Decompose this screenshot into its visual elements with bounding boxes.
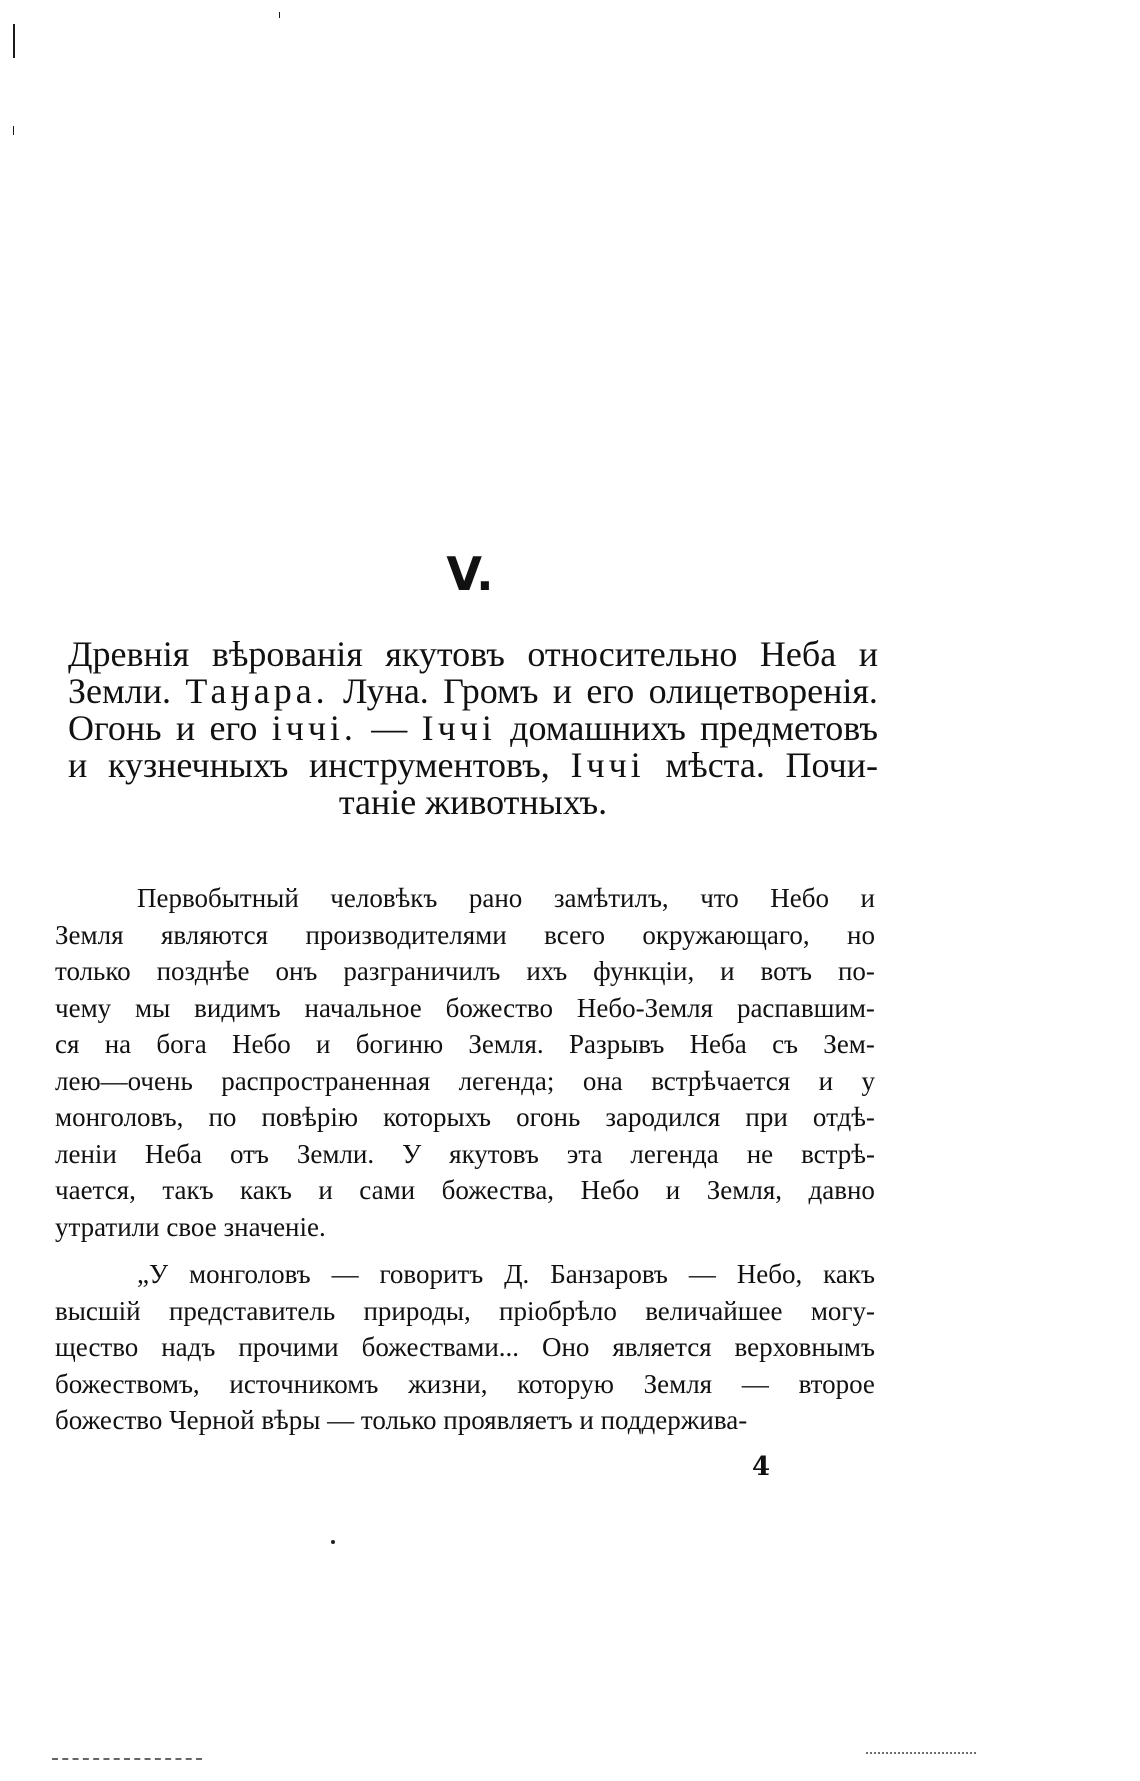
word: Банзаровъ xyxy=(550,1259,668,1289)
heading-line xyxy=(68,636,878,673)
word: Земли. xyxy=(296,1138,375,1169)
heading-word: Неба xyxy=(759,634,837,674)
word: и xyxy=(316,1029,331,1059)
word: Первобытный xyxy=(137,883,299,913)
word: чему xyxy=(55,992,112,1023)
word: Неба xyxy=(144,1138,203,1169)
word: только xyxy=(360,1405,437,1435)
heading-word: и xyxy=(858,634,878,674)
word: но xyxy=(847,919,875,950)
word: „У xyxy=(137,1259,169,1289)
word: Неба xyxy=(689,1029,747,1059)
word: Разрывъ xyxy=(568,1029,665,1059)
heading-word: Таӈара. xyxy=(185,671,329,711)
word: разграничилъ xyxy=(343,956,501,986)
heading-line xyxy=(68,673,878,710)
text-line xyxy=(55,1099,875,1136)
word: какъ xyxy=(240,1175,292,1205)
heading-word: Огонь xyxy=(68,708,162,748)
text-line xyxy=(55,880,875,917)
word: легенда xyxy=(630,1138,719,1169)
heading-word: и xyxy=(175,708,196,748)
word: жизни, xyxy=(408,1368,488,1399)
word: у xyxy=(861,1065,875,1096)
heading-word: кузнечныхъ xyxy=(107,745,289,785)
scan-edge-mark xyxy=(13,126,14,135)
word: щество xyxy=(55,1332,139,1362)
word: и xyxy=(579,1405,594,1435)
word: бога xyxy=(156,1029,207,1059)
word: не xyxy=(746,1138,774,1169)
word: по- xyxy=(837,956,875,986)
word: лею—очень xyxy=(55,1065,193,1096)
word: рано xyxy=(468,883,523,913)
word: Черной xyxy=(169,1405,255,1435)
heading-word: вѣрованія xyxy=(211,634,363,674)
heading-word: таніе xyxy=(338,782,417,822)
text-line xyxy=(55,1026,875,1063)
heading-word: Земли. xyxy=(68,671,172,711)
heading-word: предметовъ xyxy=(700,708,878,748)
heading-word: — xyxy=(371,708,408,748)
word: говоритъ xyxy=(379,1259,484,1289)
word: Земля xyxy=(55,919,124,950)
text-line xyxy=(55,990,875,1027)
text-line xyxy=(55,1172,875,1209)
word: повѣрію xyxy=(261,1102,359,1132)
word: чается, xyxy=(55,1175,136,1205)
word: ся xyxy=(55,1029,80,1059)
word: вѣры xyxy=(261,1405,321,1435)
word: божествомъ, xyxy=(55,1368,200,1399)
word: отъ xyxy=(229,1138,269,1169)
word: Небо xyxy=(770,883,829,913)
word: божество xyxy=(445,992,553,1023)
word: представитель xyxy=(168,1295,336,1326)
heading-word: домашнихъ xyxy=(510,708,686,748)
text-line xyxy=(55,917,875,954)
scan-smudge xyxy=(52,1758,202,1765)
word: Д. xyxy=(504,1259,530,1289)
text-line xyxy=(55,953,875,990)
word: которую xyxy=(517,1368,614,1399)
heading-word: относительно xyxy=(527,634,738,674)
word: отдѣ- xyxy=(812,1102,875,1132)
text-line xyxy=(55,1329,875,1366)
heading-word: и xyxy=(68,745,88,785)
word: зародился xyxy=(605,1102,721,1132)
word: монголовъ xyxy=(189,1259,311,1289)
word: она xyxy=(582,1065,623,1096)
word: производителями xyxy=(305,919,507,950)
word: всего xyxy=(544,919,605,950)
word: природы, xyxy=(363,1295,471,1326)
word: эта xyxy=(566,1138,603,1169)
word: мы xyxy=(135,992,171,1023)
heading-word: Іччі xyxy=(421,708,496,748)
word: распавшим- xyxy=(736,992,875,1023)
heading-word: мѣста. xyxy=(665,745,765,785)
word: Небо xyxy=(580,1175,640,1205)
text-line xyxy=(55,1136,875,1173)
word: Небо xyxy=(231,1029,291,1059)
word: пріобрѣло xyxy=(499,1295,617,1326)
word: божествами... xyxy=(361,1332,520,1362)
word: Земля, xyxy=(706,1175,782,1205)
word: — xyxy=(688,1259,716,1289)
word: вотъ xyxy=(760,956,813,986)
heading-word: олицетворенія. xyxy=(648,671,878,711)
scan-edge-mark xyxy=(13,24,15,58)
word: видимъ xyxy=(194,992,281,1023)
word: утратили xyxy=(55,1211,160,1242)
word: ихъ xyxy=(526,956,568,986)
word: Земля. xyxy=(468,1029,544,1059)
page-number: 4 xyxy=(752,1452,771,1482)
heading-word: іччі. xyxy=(271,708,357,748)
word: и xyxy=(665,1175,681,1205)
word: богиню xyxy=(355,1029,444,1059)
paragraph xyxy=(55,880,875,1245)
word: являются xyxy=(160,919,269,950)
word: встрѣ- xyxy=(801,1138,875,1169)
word: значеніе. xyxy=(223,1211,326,1242)
word: свое xyxy=(166,1211,217,1242)
word: проявляетъ xyxy=(443,1405,573,1435)
word: божества, xyxy=(441,1175,555,1205)
word: на xyxy=(104,1029,132,1059)
chapter-heading xyxy=(68,636,878,821)
word: прочими xyxy=(238,1332,339,1362)
heading-word: его xyxy=(209,708,258,748)
text-line xyxy=(55,1063,875,1100)
text-line xyxy=(55,1402,875,1439)
word: онъ xyxy=(275,956,318,986)
word: и xyxy=(318,1175,333,1205)
word: замѣтилъ, xyxy=(553,883,669,913)
word: которыхъ xyxy=(383,1102,492,1132)
chapter-number: V. xyxy=(446,547,494,601)
word: при xyxy=(745,1102,788,1132)
word: Небо, xyxy=(736,1259,803,1289)
word: поддержива- xyxy=(600,1405,748,1435)
word: божество xyxy=(55,1405,163,1435)
text-line xyxy=(55,1293,875,1330)
word: верховнымъ xyxy=(734,1332,875,1362)
word: давно xyxy=(808,1175,875,1205)
word: Земля xyxy=(643,1368,713,1399)
scan-speck xyxy=(331,1540,335,1544)
word: человѣкъ xyxy=(330,883,438,913)
word: У xyxy=(402,1138,422,1169)
heading-word: инструментовъ, xyxy=(309,745,550,785)
heading-line xyxy=(68,710,878,747)
word: источникомъ xyxy=(229,1368,379,1399)
word: сами xyxy=(359,1175,416,1205)
text-line xyxy=(55,1256,875,1293)
scan-smudge xyxy=(866,1752,976,1760)
word: могу- xyxy=(810,1295,875,1326)
word: и xyxy=(860,883,875,913)
word: Зем- xyxy=(823,1029,875,1059)
word: окружающаго, xyxy=(642,919,810,950)
word: якутовъ xyxy=(449,1138,539,1169)
heading-word: якутовъ xyxy=(385,634,505,674)
word: какъ xyxy=(823,1259,875,1289)
word: Оно xyxy=(541,1332,590,1362)
body-text xyxy=(55,880,875,1439)
paragraph xyxy=(55,1256,875,1439)
word: по xyxy=(208,1102,237,1132)
word: и xyxy=(818,1065,834,1096)
word: надъ xyxy=(161,1332,216,1362)
word: что xyxy=(700,883,739,913)
scan-edge-mark xyxy=(279,12,280,18)
heading-word: Луна. xyxy=(343,671,429,711)
word: леніи xyxy=(55,1138,117,1169)
word: — xyxy=(741,1368,769,1399)
text-line xyxy=(55,1209,875,1246)
word: монголовъ, xyxy=(55,1102,184,1132)
word: начальное xyxy=(304,992,422,1023)
word: распространенная xyxy=(221,1065,431,1096)
heading-word: его xyxy=(586,671,635,711)
heading-word: и xyxy=(552,671,573,711)
word: позднѣе xyxy=(156,956,250,986)
heading-word: Іччі xyxy=(570,745,645,785)
heading-line xyxy=(68,784,878,821)
word: второе xyxy=(798,1368,875,1399)
word: является xyxy=(612,1332,712,1362)
word: функціи, xyxy=(593,956,695,986)
word: легенда; xyxy=(458,1065,555,1096)
word: встрѣчается xyxy=(651,1065,791,1096)
heading-line xyxy=(68,747,878,784)
heading-word: Громъ xyxy=(443,671,539,711)
word: огонь xyxy=(516,1102,581,1132)
word: Небо-Земля xyxy=(576,992,714,1023)
heading-word: Древнія xyxy=(68,634,190,674)
word: и xyxy=(720,956,735,986)
word: только xyxy=(55,956,131,986)
word: — xyxy=(331,1259,359,1289)
word: высшій xyxy=(55,1295,141,1326)
word: съ xyxy=(772,1029,799,1059)
heading-word: Почи- xyxy=(785,745,878,785)
text-line xyxy=(55,1366,875,1403)
word: такъ xyxy=(162,1175,214,1205)
word: величайшее xyxy=(645,1295,783,1326)
heading-word: животныхъ. xyxy=(425,782,608,822)
word: — xyxy=(327,1405,355,1435)
